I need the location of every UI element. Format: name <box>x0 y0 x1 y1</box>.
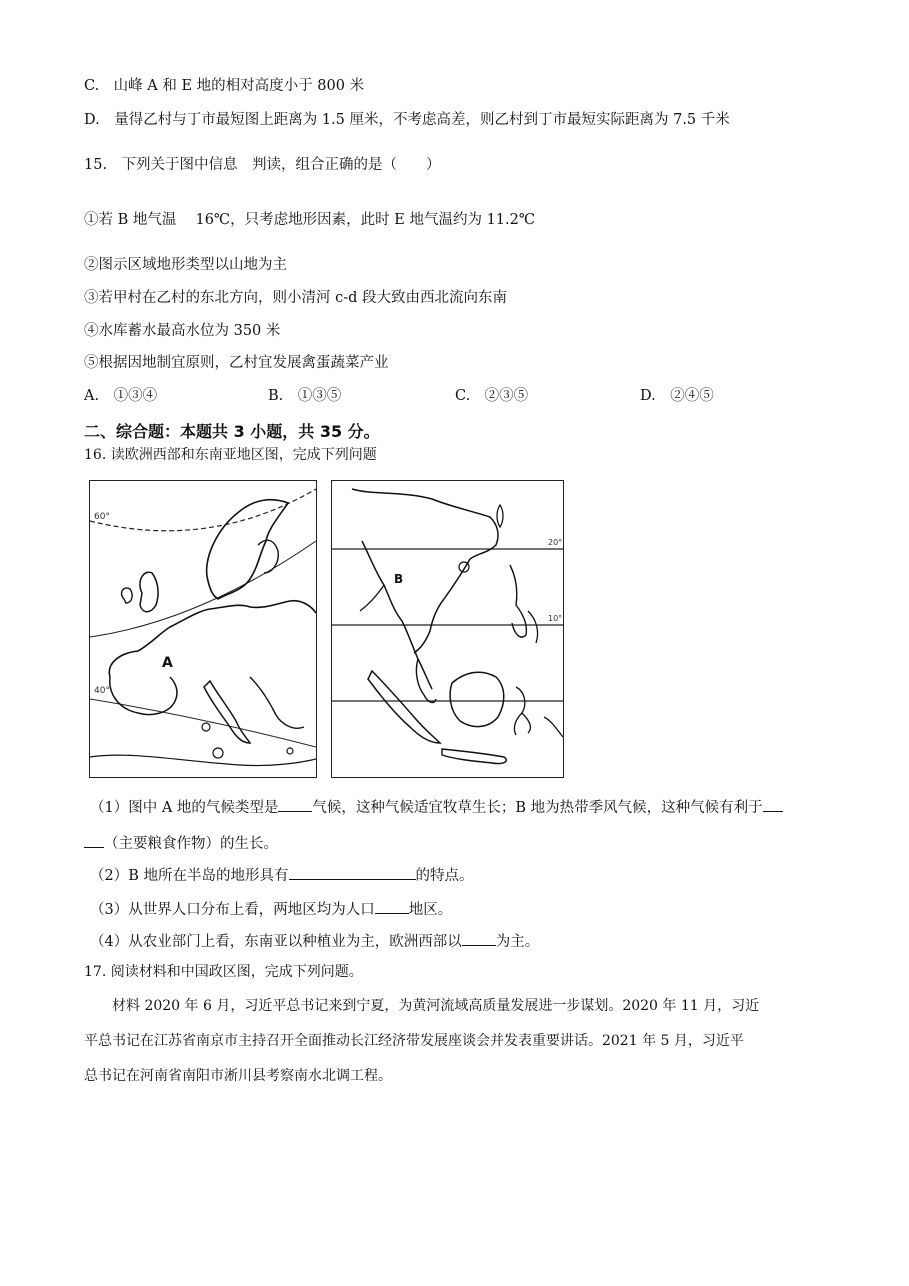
q14-option-c: C. 山峰 A 和 E 地的相对高度小于 800 米 <box>84 78 365 94</box>
q15-item-1: ①若 B 地气温 16℃，只考虑地形因素，此时 E 地气温约为 11.2℃ <box>84 212 536 228</box>
q16-sub2-blank[interactable] <box>289 865 416 880</box>
q15-item-2: ②图示区域地形类型以山地为主 <box>84 257 287 273</box>
q15-item-5: ⑤根据因地制宜原则，乙村宜发展禽蛋蔬菜产业 <box>84 355 389 371</box>
q16-sub1-blank-1[interactable] <box>278 797 312 812</box>
lat-60-label: 60° <box>94 512 110 522</box>
lat-20-label: 20° <box>548 538 563 547</box>
q15-option-b: B. ①③⑤ <box>268 388 342 404</box>
lat-10-label: 10° <box>548 614 563 623</box>
q16-sub2-part-b: 的特点。 <box>415 868 474 884</box>
q16-sub2-part-a: （2）B 地所在半岛的地形具有 <box>90 868 289 884</box>
q16-sub1-cont <box>84 833 278 854</box>
q16-sub1-part-c: （主要粮食作物）的生长。 <box>104 836 278 852</box>
q16-sub3 <box>90 899 452 920</box>
q16-stem: 16. 读欧洲西部和东南亚地区图，完成下列问题 <box>84 447 377 463</box>
q16-sub3-part-b: 地区。 <box>408 902 453 918</box>
q16-sub4-blank[interactable] <box>462 931 496 946</box>
q15-item-4: ④水库蓄水最高水位为 350 米 <box>84 323 281 339</box>
q14-option-d: D. 量得乙村与丁市最短图上距离为 1.5 厘米，不考虑高差，则乙村到丁市最短实际距离为 7.5 千米 <box>84 112 730 128</box>
q16-sub4-part-a: （4）从农业部门上看，东南亚以种植业为主，欧洲西部以 <box>90 934 462 950</box>
q15-option-a: A. ①③④ <box>84 388 158 404</box>
label-a: A <box>162 655 173 671</box>
section-heading: 二、综合题：本题共 3 小题，共 35 分。 <box>84 422 380 441</box>
western-europe-map <box>89 480 317 778</box>
q17-material-line-3: 总书记在河南省南阳市淅川县考察南水北调工程。 <box>84 1068 392 1084</box>
southeast-asia-map-svg <box>332 481 563 777</box>
q15-item-3: ③若甲村在乙村的东北方向，则小清河 c-d 段大致由西北流向东南 <box>84 290 508 306</box>
southeast-asia-map <box>331 480 564 778</box>
q15-stem: 15. 下列关于图中信息 判读，组合正确的是（ ） <box>84 157 441 173</box>
q16-sub4 <box>90 931 539 952</box>
label-b: B <box>394 572 404 586</box>
q17-material-line-1: 材料 2020 年 6 月，习近平总书记来到宁夏，为黄河流域高质量发展进一步谋划。2020 年 11 月，习近 <box>112 998 760 1014</box>
q17-material-line-2: 平总书记在江苏省南京市主持召开全面推动长江经济带发展座谈会并发表重要讲话。2021 年 5 月，习近平 <box>84 1033 744 1049</box>
q16-sub1-blank-2b[interactable] <box>84 833 104 848</box>
q16-sub4-part-b: 为主。 <box>495 934 540 950</box>
q16-sub1-blank-2a[interactable] <box>763 797 783 812</box>
q16-sub1-part-b: 气候，这种气候适宜牧草生长；B 地为热带季风气候，这种气候有利于 <box>312 800 763 816</box>
lat-40-label: 40° <box>94 686 110 696</box>
q16-sub1 <box>90 797 783 818</box>
q15-option-c: C. ②③⑤ <box>455 388 529 404</box>
q17-stem: 17. 阅读材料和中国政区图，完成下列问题。 <box>84 964 363 980</box>
q16-sub3-part-a: （3）从世界人口分布上看，两地区均为人口 <box>90 902 375 918</box>
q16-sub2 <box>90 865 474 886</box>
western-europe-map-svg <box>90 481 316 777</box>
q15-option-d: D. ②④⑤ <box>640 388 714 404</box>
q16-sub3-blank[interactable] <box>375 899 409 914</box>
q16-sub1-part-a: （1）图中 A 地的气候类型是 <box>90 800 279 816</box>
